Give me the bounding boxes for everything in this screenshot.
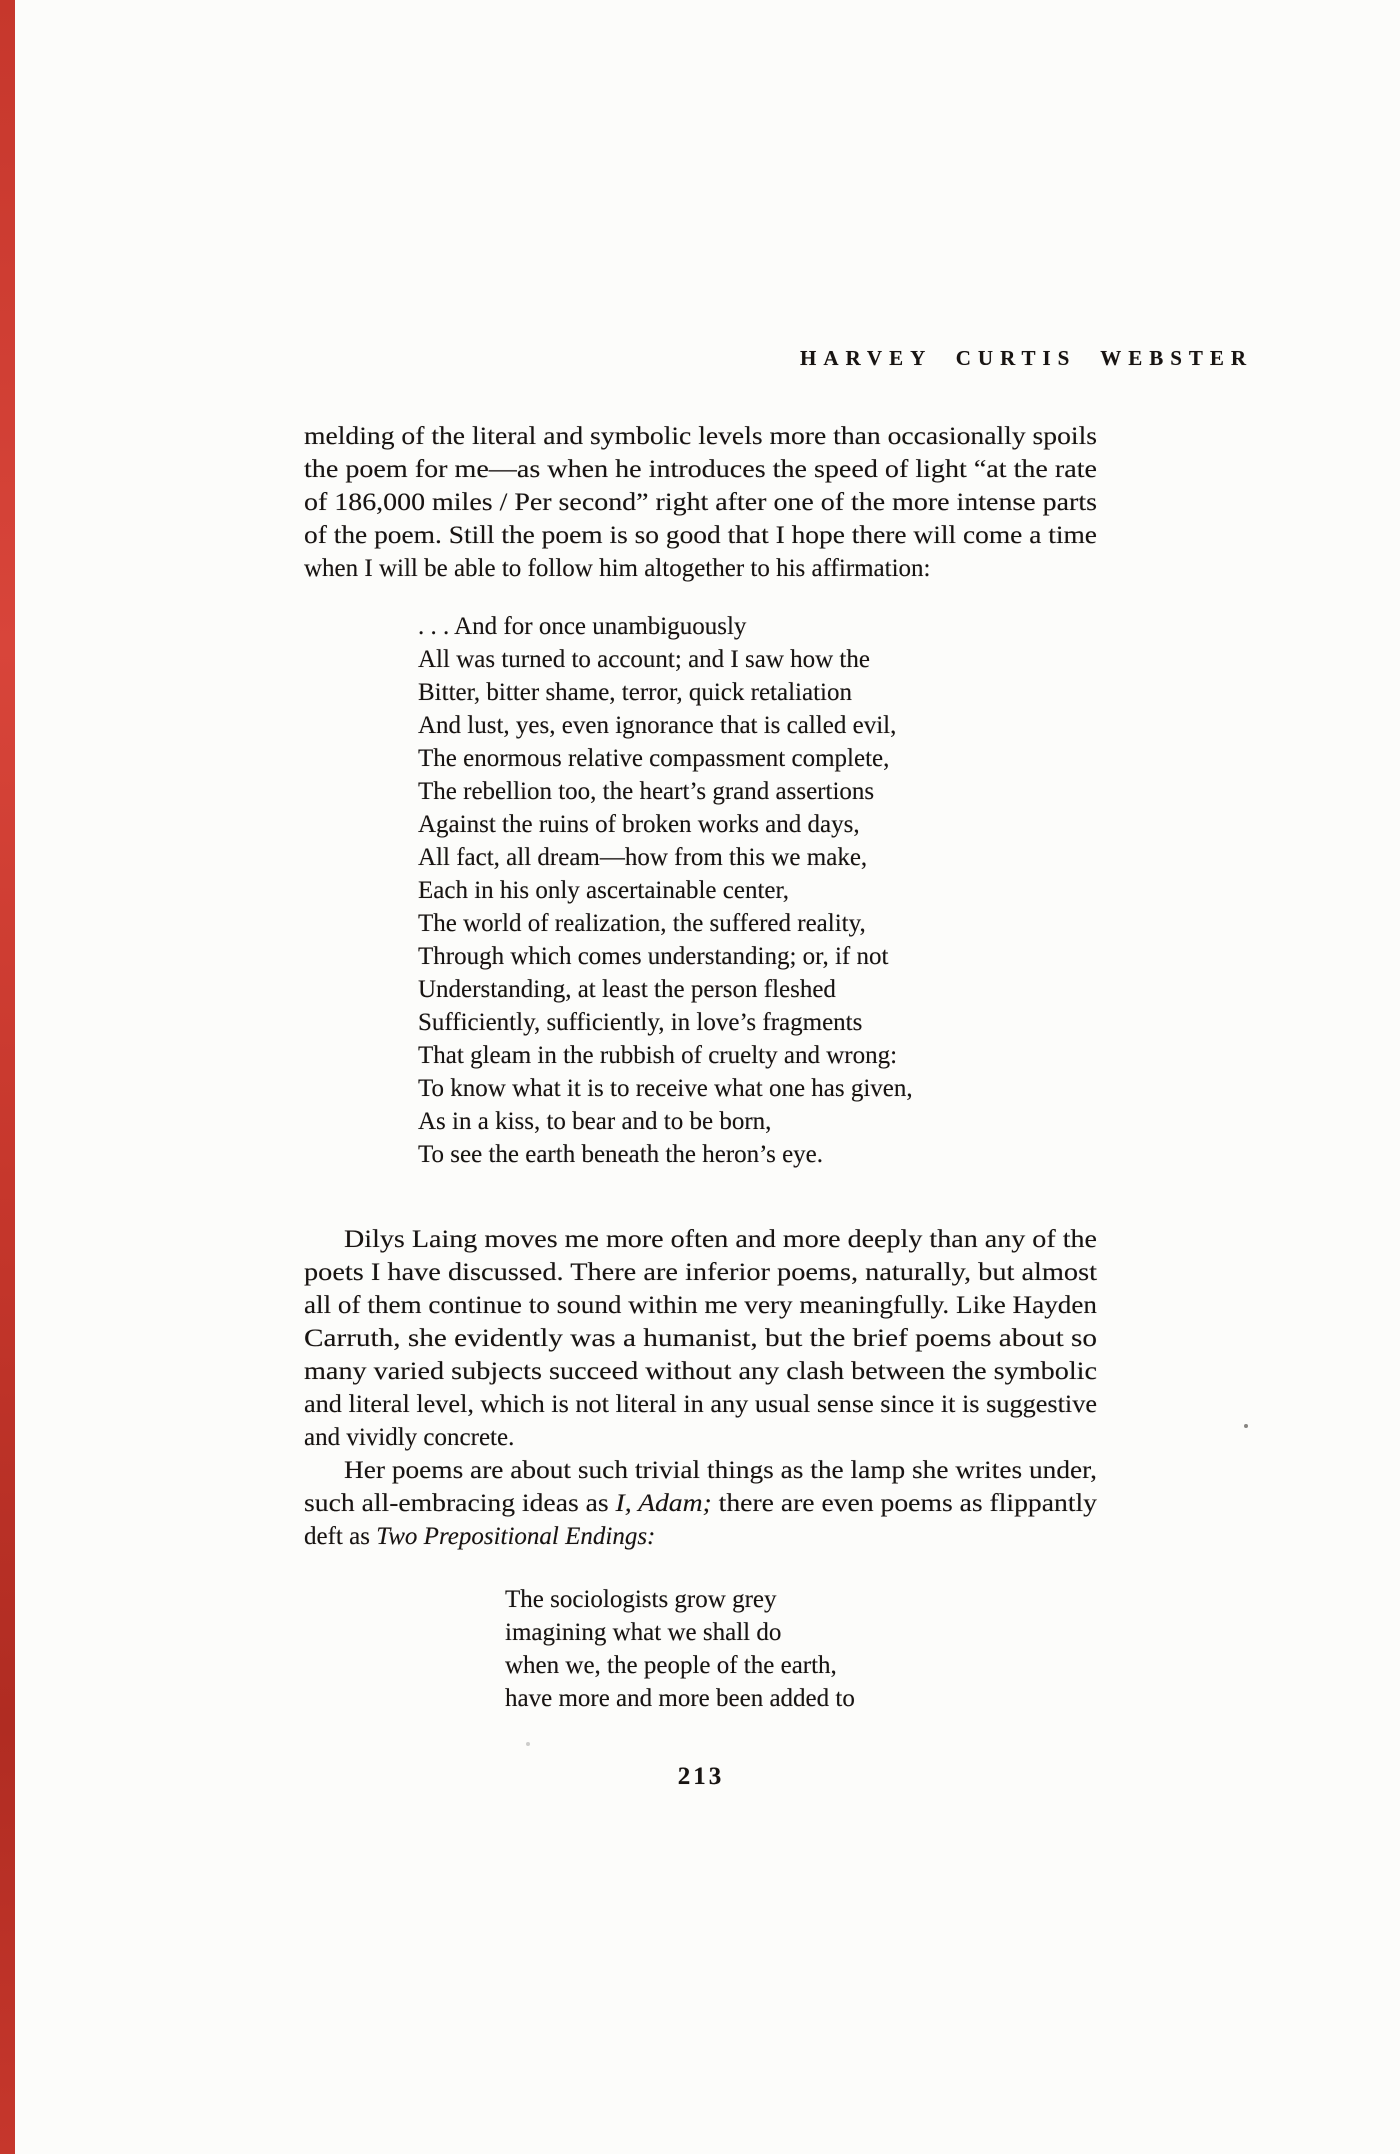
poem-line: To see the earth beneath the heron’s eye. — [418, 1141, 824, 1168]
text-line: the poem for me—as when he introduces the speed of light “at the rate — [304, 456, 1097, 483]
poem-line: And lust, yes, even ignorance that is called evil, — [418, 712, 897, 739]
poem-line: The rebellion too, the heart’s grand assertions — [418, 778, 875, 805]
text-line: poets I have discussed. There are inferior poems, naturally, but almost — [304, 1259, 1097, 1286]
poem-line: when we, the people of the earth, — [505, 1652, 837, 1679]
poem-line: The world of realization, the suffered reality, — [418, 910, 866, 937]
poem-quotation-affirmation — [418, 610, 913, 1171]
text-line: and vividly concrete. — [304, 1424, 515, 1451]
poem-line: The enormous relative compassment complete, — [418, 745, 890, 772]
poem-line: have more and more been added to — [505, 1685, 855, 1712]
scan-speck — [526, 1742, 530, 1746]
text-line: melding of the literal and symbolic levels more than occasionally spoils — [304, 423, 1097, 450]
poem-line: All fact, all dream—how from this we make, — [418, 844, 868, 871]
poem-line: . . . And for once unambiguously — [418, 613, 747, 640]
poem-line: Through which comes understanding; or, if not — [418, 943, 889, 970]
poem-line: Each in his only ascertainable center, — [418, 877, 790, 904]
text-line: such all-embracing ideas as I, Adam; there are even poems as flippantly — [304, 1490, 1097, 1517]
paragraph-her-poems — [304, 1454, 1097, 1553]
text-line: all of them continue to sound within me very meaningfully. Like Hayden — [304, 1292, 1097, 1319]
page-number: 213 — [677, 1763, 725, 1790]
poem-line: To know what it is to receive what one has given, — [418, 1075, 913, 1102]
text-line: of 186,000 miles / Per second” right after one of the more intense parts — [304, 489, 1097, 516]
poem-line: Bitter, bitter shame, terror, quick retaliation — [418, 679, 852, 706]
text-line: of the poem. Still the poem is so good that I hope there will come a time — [304, 522, 1097, 549]
text-line: Dilys Laing moves me more often and more deeply than any of the — [344, 1226, 1097, 1253]
italic-title: I, Adam; — [615, 1490, 712, 1517]
poem-line: Sufficiently, sufficiently, in love’s fragments — [418, 1009, 863, 1036]
text-line: deft as Two Prepositional Endings: — [304, 1523, 656, 1550]
poem-line: The sociologists grow grey — [505, 1586, 777, 1613]
text-line: Her poems are about such trivial things as the lamp she writes under, — [344, 1457, 1097, 1484]
text-line: Carruth, she evidently was a humanist, but the brief poems about so — [304, 1325, 1097, 1352]
poem-line: Against the ruins of broken works and days, — [418, 811, 860, 838]
book-edge-stripe — [0, 0, 15, 2154]
text-line: and literal level, which is not literal in any usual sense since it is suggestive — [304, 1391, 1097, 1418]
poem-quotation-two-prepositional-endings — [505, 1583, 855, 1715]
italic-title: Two Prepositional Endings: — [376, 1523, 656, 1550]
poem-line: That gleam in the rubbish of cruelty and wrong: — [418, 1042, 898, 1069]
poem-line: imagining what we shall do — [505, 1619, 782, 1646]
running-header-author: HARVEY CURTIS WEBSTER — [800, 346, 1254, 370]
poem-line: All was turned to account; and I saw how the — [418, 646, 870, 673]
poem-line: As in a kiss, to bear and to be born, — [418, 1108, 772, 1135]
scan-speck — [1244, 1424, 1248, 1428]
paragraph-opening — [304, 420, 1097, 585]
text-line: when I will be able to follow him altogether to his affirmation: — [304, 555, 931, 582]
text-line: many varied subjects succeed without any clash between the symbolic — [304, 1358, 1097, 1385]
poem-line: Understanding, at least the person fleshed — [418, 976, 836, 1003]
paragraph-dilys-laing — [304, 1223, 1097, 1454]
